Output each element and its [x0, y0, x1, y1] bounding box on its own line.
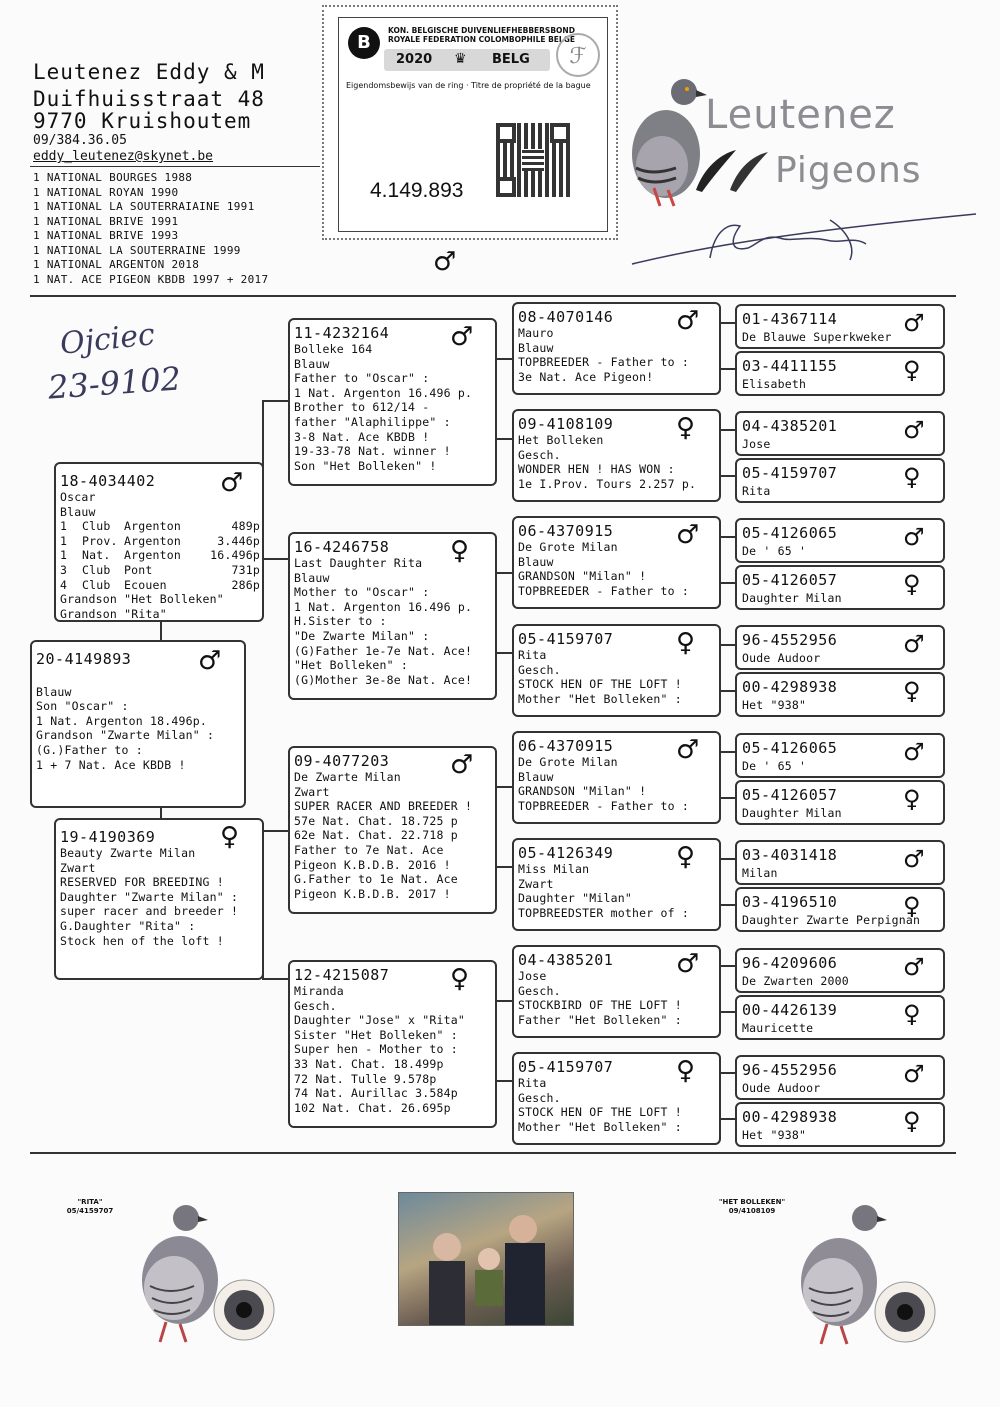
detail-line: Rita	[518, 648, 547, 662]
ring-number: 03-4031418	[742, 846, 838, 864]
detail-line: 1 Nat. Argenton 18.496p.	[36, 713, 207, 728]
gen4-card[interactable]	[735, 518, 945, 563]
qr-code-icon	[496, 123, 570, 197]
grandparent-card[interactable]	[288, 318, 497, 486]
male-symbol-icon: ♂	[903, 416, 925, 444]
connector-line	[721, 690, 735, 692]
main-male-symbol-icon: ♂	[433, 247, 457, 277]
gen4-card[interactable]	[735, 780, 945, 825]
ring-number: 05-4159707	[518, 630, 614, 648]
header-divider	[30, 166, 320, 167]
pigeon-details	[518, 1076, 682, 1134]
pigeon-name: Daughter Milan	[742, 591, 842, 605]
detail-line: Zwart	[294, 784, 330, 799]
year-band	[384, 49, 550, 71]
grandparent-card[interactable]	[288, 960, 497, 1128]
breeder-street: Duifhuisstraat 48	[33, 87, 265, 111]
ring-number: 00-4426139	[742, 1001, 838, 1019]
pigeon-details	[518, 648, 682, 706]
detail-line: Stock hen of the loft !	[60, 933, 224, 948]
pigeon-details	[36, 670, 214, 772]
female-symbol-icon: ♀	[450, 964, 470, 994]
connector-line	[497, 786, 512, 788]
pigeon-color: Blauw	[60, 504, 96, 519]
ring-number: 01-4367114	[742, 310, 838, 328]
connector-line	[721, 965, 735, 967]
ring-number: 03-4411155	[742, 357, 838, 375]
connector-line	[721, 1118, 735, 1120]
detail-line: Mauro	[518, 326, 554, 340]
detail-line: father "Alaphilippe" :	[294, 414, 451, 429]
rita-pigeon-photo	[110, 1190, 280, 1350]
achievements-list	[33, 171, 268, 287]
ring-number: 03-4196510	[742, 893, 838, 911]
male-symbol-icon: ♂	[903, 309, 925, 337]
detail-line: Daughter "Jose" x "Rita"	[294, 1013, 465, 1028]
connector-line	[262, 400, 288, 402]
connector-line	[497, 438, 512, 440]
great-grandparent-card[interactable]	[512, 731, 721, 824]
detail-line: Father to "Oscar" :	[294, 371, 430, 386]
feather-icon	[690, 148, 770, 192]
connector-line	[721, 368, 735, 370]
connector-line	[721, 904, 735, 906]
ring-number: 05-4159707	[518, 1058, 614, 1076]
pigeon-details	[294, 556, 472, 687]
pigeon-details	[518, 969, 682, 1027]
connector-line	[721, 429, 735, 431]
connector-line	[497, 572, 512, 574]
caption-name: "RITA"	[77, 1198, 103, 1206]
detail-line: Last Daughter Rita	[294, 556, 423, 570]
detail-line: 62e Nat. Chat. 22.718 p	[294, 828, 458, 843]
sire-card[interactable]	[54, 462, 264, 622]
male-symbol-icon: ♂	[903, 523, 925, 551]
ring-number: 09-4108109	[518, 415, 614, 433]
pigeon-details	[60, 490, 260, 621]
subject-pigeon-card[interactable]	[30, 640, 246, 808]
detail-line: 102 Nat. Chat. 26.695p	[294, 1100, 451, 1115]
detail-line: 1e I.Prov. Tours 2.257 p.	[518, 476, 697, 491]
connector-line	[262, 978, 288, 980]
male-symbol-icon: ♂	[903, 953, 925, 981]
detail-line: TOPBREEDER - Father to :	[518, 355, 689, 370]
great-grandparent-card[interactable]	[512, 1052, 721, 1145]
connector-line	[721, 858, 735, 860]
gen4-card[interactable]	[735, 887, 945, 932]
detail-line: H.Sister to :	[294, 614, 387, 629]
detail-line: 72 Nat. Tulle 9.578p	[294, 1071, 437, 1086]
ring-number: 05-4126057	[742, 571, 838, 589]
detail-line: "Het Bolleken" :	[294, 658, 408, 673]
male-symbol-icon: ♂	[450, 750, 474, 780]
gen4-card[interactable]	[735, 733, 945, 778]
gen4-card[interactable]	[735, 351, 945, 396]
achievement-item: 1 NAT. ACE PIGEON KBDB 1997 + 2017	[33, 272, 269, 286]
detail-line: Brother to 612/14 -	[294, 400, 430, 415]
gen4-card[interactable]	[735, 948, 945, 993]
ring-number: 06-4370915	[518, 522, 614, 540]
detail-line: 1 Nat. Argenton 16.496 p.	[294, 599, 473, 614]
pigeon-name: De ' 65 '	[742, 544, 807, 558]
connector-line	[262, 830, 288, 832]
brand-line1: Leutenez	[705, 92, 896, 138]
detail-line: Blauw	[518, 340, 554, 355]
female-symbol-icon: ♀	[903, 463, 921, 491]
ring-number: 04-4385201	[518, 951, 614, 969]
ring-number: 05-4126065	[742, 739, 838, 757]
breeder-email[interactable]: eddy_leutenez@skynet.be	[33, 149, 214, 164]
connector-line	[721, 1072, 735, 1074]
detail-line: Blauw	[294, 356, 330, 371]
detail-line: TOPBREEDSTER mother of :	[518, 905, 689, 920]
achievement-item: 1 NATIONAL LA SOUTERRAINE 1999	[33, 243, 241, 257]
detail-line	[36, 670, 214, 685]
connector-line	[721, 475, 735, 477]
breeder-city: 9770 Kruishoutem	[33, 109, 252, 133]
ring-number: 04-4385201	[742, 417, 838, 435]
detail-line: Blauw	[36, 684, 72, 699]
detail-line: Miss Milan	[518, 862, 590, 876]
detail-line: (G.)Father to :	[36, 742, 143, 757]
detail-line: Zwart	[518, 876, 554, 891]
top-separator	[30, 295, 956, 297]
crown-icon: ♛	[454, 51, 467, 67]
detail-line: Gesch.	[518, 447, 561, 462]
gen4-card[interactable]	[735, 1055, 945, 1100]
male-symbol-icon: ♂	[676, 520, 700, 550]
male-symbol-icon: ♂	[220, 468, 244, 498]
pigeon-details	[60, 846, 238, 948]
detail-line: Bolleke 164	[294, 342, 373, 356]
connector-line	[497, 866, 512, 868]
female-symbol-icon: ♀	[903, 1107, 921, 1135]
detail-line: Blauw	[518, 769, 554, 784]
kbdb-badge-icon: B	[348, 27, 380, 59]
result-row: 4 Club Ecouen 286p	[60, 577, 260, 592]
detail-line: Jose	[518, 969, 547, 983]
detail-line: 3e Nat. Ace Pigeon!	[518, 369, 654, 384]
gen4-card[interactable]	[735, 995, 945, 1040]
pigeon-name: Mauricette	[742, 1021, 814, 1035]
result-row: 3 Club Pont 731p	[60, 562, 260, 577]
detail-line: Grandson "Zwarte Milan" :	[36, 728, 215, 743]
detail-line: Super hen - Mother to :	[294, 1042, 458, 1057]
male-symbol-icon: ♂	[903, 845, 925, 873]
pigeon-name: Milan	[742, 866, 778, 880]
great-grandparent-card[interactable]	[512, 624, 721, 717]
detail-line: Miranda	[294, 984, 344, 998]
brand-line2: Pigeons	[775, 150, 922, 191]
male-symbol-icon: ♂	[450, 322, 474, 352]
achievement-item: 1 NATIONAL ROYAN 1990	[33, 185, 179, 199]
great-grandparent-card[interactable]	[512, 409, 721, 502]
pigeon-details	[518, 326, 689, 384]
het-bolleken-pigeon-photo	[745, 1192, 945, 1352]
detail-line: 74 Nat. Aurillac 3.584p	[294, 1086, 458, 1101]
ring-number: 05-4126349	[518, 844, 614, 862]
pigeon-name: De Zwarten 2000	[742, 974, 849, 988]
result-row: 1 Prov. Argenton 3.446p	[60, 533, 260, 548]
detail-line: G.Daughter "Rita" :	[60, 918, 196, 933]
gen4-card[interactable]	[735, 1102, 945, 1147]
detail-line: Beauty Zwarte Milan	[60, 846, 196, 860]
pigeon-name: De Blauwe Superkweker	[742, 330, 892, 344]
gen4-card[interactable]	[735, 304, 945, 349]
caption-ring: 05/4159707	[66, 1207, 114, 1215]
handwritten-note-line2: 23-9102	[46, 359, 183, 407]
detail-line: De Grote Milan	[518, 755, 618, 769]
connector-line	[721, 1011, 735, 1013]
pigeon-name: Oude Audoor	[742, 651, 821, 665]
ring-number: 00-4298938	[742, 1108, 838, 1126]
pigeon-name: Daughter Zwarte Perpignan	[742, 913, 921, 927]
detail-line: Rita	[518, 1076, 547, 1090]
detail-line: Pigeon K.B.D.B. 2017 !	[294, 886, 451, 901]
caption-ring: 09/4108109	[728, 1207, 776, 1215]
pigeon-name: Het "938"	[742, 698, 807, 712]
detail-line: Son "Oscar" :	[36, 699, 129, 714]
ring-number: 19-4190369	[60, 828, 156, 846]
female-symbol-icon: ♀	[903, 1000, 921, 1028]
detail-line: Grandson "Het Bolleken"	[60, 592, 224, 607]
dam-card[interactable]	[54, 818, 264, 980]
ring-number: 96-4209606	[742, 954, 838, 972]
certificate-country: BELG	[492, 52, 530, 67]
grandparent-card[interactable]	[288, 746, 497, 914]
female-symbol-icon: ♀	[903, 570, 921, 598]
connector-line	[497, 358, 512, 360]
family-photo	[398, 1192, 574, 1326]
detail-line: STOCKBIRD OF THE LOFT !	[518, 998, 682, 1013]
pigeon-details	[294, 342, 472, 473]
detail-line: (G)Mother 3e-8e Nat. Ace!	[294, 672, 473, 687]
ring-number: 18-4034402	[60, 472, 156, 490]
connector-line	[721, 797, 735, 799]
detail-line: 33 Nat. Chat. 18.499p	[294, 1056, 444, 1071]
connector-line	[721, 751, 735, 753]
connector-line	[497, 1080, 512, 1082]
pigeon-name: Oude Audoor	[742, 1081, 821, 1095]
detail-line: WONDER HEN ! HAS WON :	[518, 462, 675, 477]
detail-line: TOPBREEDER - Father to :	[518, 798, 689, 813]
certificate-org	[388, 26, 575, 44]
fci-logo-icon: ℱ	[556, 33, 600, 77]
detail-line: 19-33-78 Nat. winner !	[294, 444, 451, 459]
detail-line: Father to 7e Nat. Ace	[294, 842, 444, 857]
achievement-item: 1 NATIONAL ARGENTON 2018	[33, 258, 200, 271]
detail-line: STOCK HEN OF THE LOFT !	[518, 1105, 682, 1120]
ring-certificate	[322, 5, 618, 240]
detail-line: Gesch.	[518, 1090, 561, 1105]
grandparent-card[interactable]	[288, 532, 497, 700]
certificate-ring-number: 4.149.893	[370, 179, 464, 202]
result-row: 1 Nat. Argenton 16.496p	[60, 548, 260, 563]
gen4-card[interactable]	[735, 458, 945, 503]
detail-line: Grandson "Rita"	[60, 606, 167, 621]
certificate-year: 2020	[396, 52, 433, 67]
male-symbol-icon: ♂	[676, 735, 700, 765]
female-symbol-icon: ♀	[450, 536, 470, 566]
connector-line	[721, 322, 735, 324]
connector-line	[721, 536, 735, 538]
pigeon-details	[518, 433, 696, 491]
detail-line: 57e Nat. Chat. 18.725 p	[294, 813, 458, 828]
ring-number: 05-4126057	[742, 786, 838, 804]
female-symbol-icon: ♀	[903, 356, 921, 384]
ring-number: 16-4246758	[294, 538, 390, 556]
pigeon-name: Jose	[742, 437, 771, 451]
great-grandparent-card[interactable]	[512, 302, 721, 395]
ring-number: 09-4077203	[294, 752, 390, 770]
male-symbol-icon: ♂	[903, 1060, 925, 1088]
ring-number: 05-4159707	[742, 464, 838, 482]
ring-number: 08-4070146	[518, 308, 614, 326]
detail-line: Gesch.	[294, 998, 337, 1013]
gen4-card[interactable]	[735, 625, 945, 670]
certificate-subtitle: Eigendomsbewijs van de ring · Titre de propriété de la bague	[346, 81, 591, 90]
result-row: 1 Club Argenton 489p	[60, 519, 260, 534]
female-symbol-icon: ♀	[676, 1056, 696, 1086]
detail-line: (G)Father 1e-7e Nat. Ace!	[294, 643, 473, 658]
ring-number: 06-4370915	[518, 737, 614, 755]
handwritten-note-line1: Ojciec	[58, 317, 157, 362]
detail-line: G.Father to 1e Nat. Ace	[294, 872, 458, 887]
ring-number: 00-4298938	[742, 678, 838, 696]
achievement-item: 1 NATIONAL BRIVE 1991	[33, 214, 179, 228]
detail-line: SUPER RACER AND BREEDER !	[294, 799, 473, 814]
detail-line: Gesch.	[518, 662, 561, 677]
detail-line: TOPBREEDER - Father to :	[518, 583, 689, 598]
connector-line	[160, 620, 162, 642]
great-grandparent-card[interactable]	[512, 945, 721, 1038]
detail-line: Sister "Het Bolleken" :	[294, 1027, 458, 1042]
male-symbol-icon: ♂	[903, 630, 925, 658]
female-symbol-icon: ♀	[903, 785, 921, 813]
detail-line: STOCK HEN OF THE LOFT !	[518, 677, 682, 692]
detail-line: Gesch.	[518, 983, 561, 998]
detail-line: De Grote Milan	[518, 540, 618, 554]
detail-line: Het Bolleken	[518, 433, 604, 447]
ring-number: 11-4232164	[294, 324, 390, 342]
pigeon-name: Rita	[742, 484, 771, 498]
detail-line: GRANDSON "Milan" !	[518, 784, 647, 799]
pigeon-name: Elisabeth	[742, 377, 807, 391]
detail-line: RESERVED FOR BREEDING !	[60, 875, 224, 890]
detail-line: 1 + 7 Nat. Ace KBDB !	[36, 757, 186, 772]
pigeon-name: Daughter Milan	[742, 806, 842, 820]
ring-number: 20-4149893	[36, 650, 132, 668]
female-symbol-icon: ♀	[676, 628, 696, 658]
great-grandparent-card[interactable]	[512, 516, 721, 609]
detail-line: Mother to "Oscar" :	[294, 585, 430, 600]
pigeon-name: De ' 65 '	[742, 759, 807, 773]
detail-line: GRANDSON "Milan" !	[518, 569, 647, 584]
connector-line	[721, 644, 735, 646]
detail-line: Son "Het Bolleken" !	[294, 458, 437, 473]
female-symbol-icon: ♀	[220, 822, 240, 852]
connector-line	[262, 558, 288, 560]
detail-line: 1 Nat. Argenton 16.496 p.	[294, 385, 473, 400]
org-french: ROYALE FEDERATION COLOMBOPHILE BELGE	[388, 35, 575, 44]
female-symbol-icon: ♀	[903, 677, 921, 705]
detail-line: 3-8 Nat. Ace KBDB !	[294, 429, 430, 444]
detail-line: Pigeon K.B.D.B. 2016 !	[294, 857, 451, 872]
detail-line: Mother "Het Bolleken" :	[518, 1119, 682, 1134]
male-symbol-icon: ♂	[676, 306, 700, 336]
female-symbol-icon: ♀	[903, 892, 921, 920]
achievement-item: 1 NATIONAL LA SOUTERRAIAINE 1991	[33, 200, 255, 213]
gen4-card[interactable]	[735, 672, 945, 717]
male-symbol-icon: ♂	[676, 949, 700, 979]
pigeon-details	[518, 862, 689, 920]
breeder-phone: 09/384.36.05	[33, 133, 127, 148]
detail-line: Father "Het Bolleken" :	[518, 1012, 682, 1027]
pigeon-details	[294, 770, 472, 901]
pigeon-name: Het "938"	[742, 1128, 807, 1142]
ring-number: 96-4552956	[742, 1061, 838, 1079]
caption-name: "HET BOLLEKEN"	[718, 1198, 786, 1206]
gen4-card[interactable]	[735, 411, 945, 456]
connector-line	[497, 1000, 512, 1002]
ring-number: 05-4126065	[742, 524, 838, 542]
connector-line	[497, 652, 512, 654]
female-symbol-icon: ♀	[676, 842, 696, 872]
bottom-separator	[30, 1152, 956, 1154]
gen4-card[interactable]	[735, 840, 945, 885]
detail-line: Blauw	[518, 554, 554, 569]
pigeon-details	[518, 540, 689, 598]
org-dutch: KON. BELGISCHE DUIVENLIEFHEBBERSBOND	[388, 26, 575, 35]
ring-number: 96-4552956	[742, 631, 838, 649]
male-symbol-icon: ♂	[198, 646, 222, 676]
achievement-item: 1 NATIONAL BRIVE 1993	[33, 229, 179, 242]
signature-icon	[630, 200, 980, 272]
male-symbol-icon: ♂	[903, 738, 925, 766]
pigeon-name: Oscar	[60, 490, 96, 504]
breeder-name: Leutenez Eddy & M	[33, 60, 265, 84]
connector-line	[721, 582, 735, 584]
detail-line: Mother "Het Bolleken" :	[518, 691, 682, 706]
great-grandparent-card[interactable]	[512, 838, 721, 931]
detail-line: Blauw	[294, 570, 330, 585]
pigeon-details	[518, 755, 689, 813]
detail-line: "De Zwarte Milan" :	[294, 628, 430, 643]
detail-line: super racer and breeder !	[60, 904, 239, 919]
female-symbol-icon: ♀	[676, 413, 696, 443]
gen4-card[interactable]	[735, 565, 945, 610]
ring-number: 12-4215087	[294, 966, 390, 984]
pigeon-details	[294, 984, 465, 1115]
detail-line: De Zwarte Milan	[294, 770, 401, 784]
detail-line: Daughter "Milan"	[518, 891, 632, 906]
detail-line: Zwart	[60, 860, 96, 875]
achievement-item: 1 NATIONAL BOURGES 1988	[33, 171, 193, 184]
detail-line: Daughter "Zwarte Milan" :	[60, 889, 239, 904]
